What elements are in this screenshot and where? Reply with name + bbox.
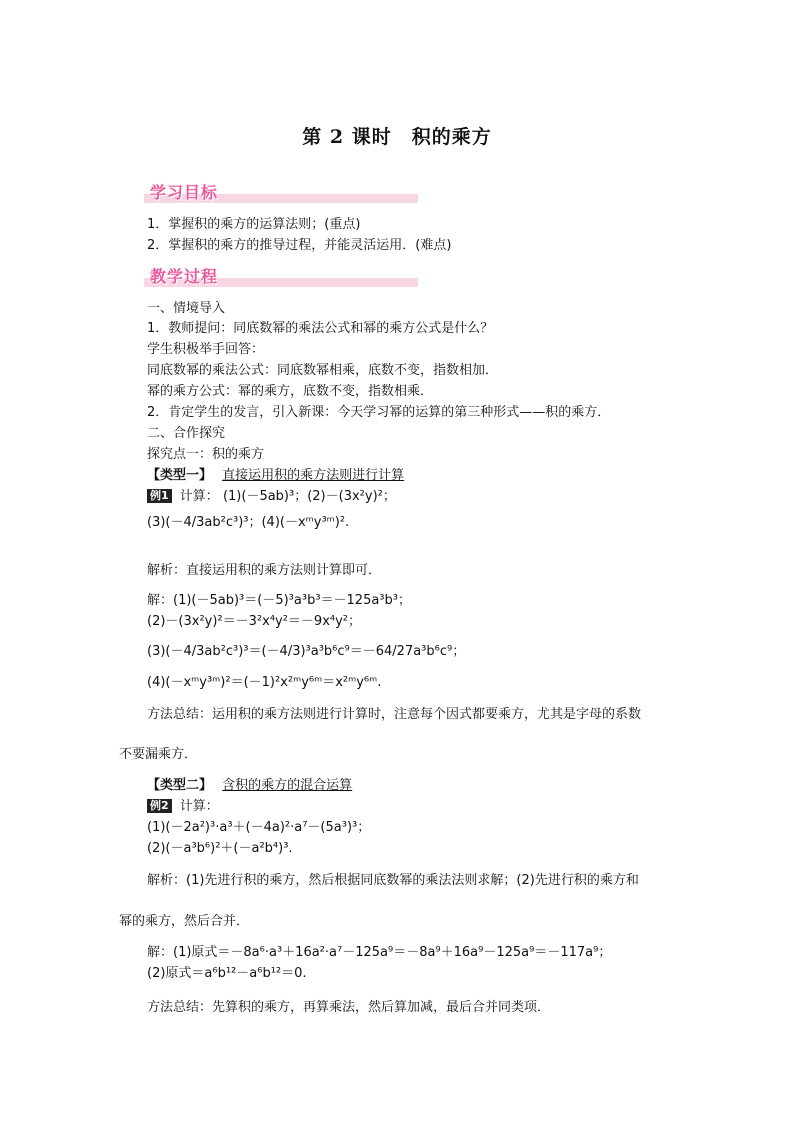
example-lead: 计算：: [179, 799, 219, 814]
paragraph: 同底数幂的乘法公式：同底数幂相乘，底数不变，指数相加．: [147, 363, 499, 378]
paragraph: 幂的乘方公式：幂的乘方，底数不变，指数相乘．: [147, 384, 434, 399]
process-banner: [144, 264, 418, 290]
example-problem: (3)(－4/3ab²c³)³；(4)(－xᵐy³ᵐ)².: [147, 515, 350, 530]
solution-line: (3)(－4/3ab²c³)³＝(－4/3)³a³b⁶c⁹＝－64/27a³b⁶c⁹；: [147, 644, 466, 659]
analysis: 解析：(1)先进行积的乘方，然后根据同底数幂的乘法法则求解；(2)先进行积的乘方和: [147, 873, 639, 888]
solution-line: (2)－(3x²y)²＝－3²x⁴y²＝－9x⁴y²；: [147, 614, 362, 629]
subsection-heading: 探究点一：积的乘方: [147, 447, 265, 462]
goal-item: 1．掌握积的乘方的运算法则；(重点): [147, 217, 361, 232]
solution-line: (2)原式＝a⁶b¹²－a⁶b¹²＝0.: [147, 966, 307, 981]
analysis: 解析：直接运用积的乘方法则计算即可．: [147, 563, 382, 578]
type-heading: [147, 467, 404, 485]
goal-item: 2．掌握积的乘方的推导过程，并能灵活运用．(难点): [147, 238, 452, 253]
page-title: 第 2 课时 积的乘方: [302, 126, 492, 148]
example-tag: 例1: [147, 489, 172, 503]
example-line: [147, 798, 219, 816]
example-problem: (1)(－2a²)³·a³＋(－4a)²·a⁷－(5a³)³；: [147, 820, 371, 835]
paragraph: 2．肯定学生的发言，引入新课：今天学习幂的运算的第三种形式——积的乘方．: [147, 405, 611, 420]
example-tag: 例2: [147, 799, 172, 813]
example-problem: (1)(－5ab)³；(2)－(3x²y)²；: [222, 489, 396, 504]
solution-line: 解：(1)原式＝－8a⁶·a³＋16a²·a⁷－125a⁹＝－8a⁹＋16a⁹－125a⁹＝－117a⁹；: [147, 945, 612, 960]
method-summary-cont: 不要漏乘方．: [119, 747, 198, 762]
type-tag: 【类型一】: [147, 468, 213, 483]
goals-banner: [144, 180, 418, 206]
example-lead: 计算：: [179, 489, 219, 504]
paragraph: 1．教师提问：同底数幂的乘法公式和幂的乘方公式是什么？: [147, 321, 494, 336]
analysis-cont: 幂的乘方，然后合并．: [119, 914, 250, 929]
paragraph: 学生积极举手回答：: [147, 342, 265, 357]
type-tag: 【类型二】: [147, 778, 213, 793]
solution-line: 解：(1)(－5ab)³＝(－5)³a³b³＝－125a³b³；: [147, 593, 411, 608]
example-problem: (2)(－a³b⁶)²＋(－a²b⁴)³.: [147, 841, 293, 856]
type-title: 含积的乘方的混合运算: [222, 778, 353, 793]
example-line: [147, 488, 396, 506]
method-summary: 方法总结：运用积的乘方法则进行计算时，注意每个因式都要乘方，尤其是字母的系数: [147, 707, 642, 722]
section-heading: 一、情境导入: [147, 301, 226, 316]
solution-line: (4)(－xᵐy³ᵐ)²＝(－1)²x²ᵐy⁶ᵐ＝x²ᵐy⁶ᵐ.: [147, 675, 382, 690]
goals-heading: 学习目标: [150, 183, 219, 202]
section-heading: 二、合作探究: [147, 426, 226, 441]
process-heading: 教学过程: [150, 267, 219, 286]
type-heading: [147, 777, 352, 795]
method-summary: 方法总结：先算积的乘方，再算乘法，然后算加减，最后合并同类项．: [147, 1000, 551, 1015]
type-title: 直接运用积的乘方法则进行计算: [222, 468, 405, 483]
